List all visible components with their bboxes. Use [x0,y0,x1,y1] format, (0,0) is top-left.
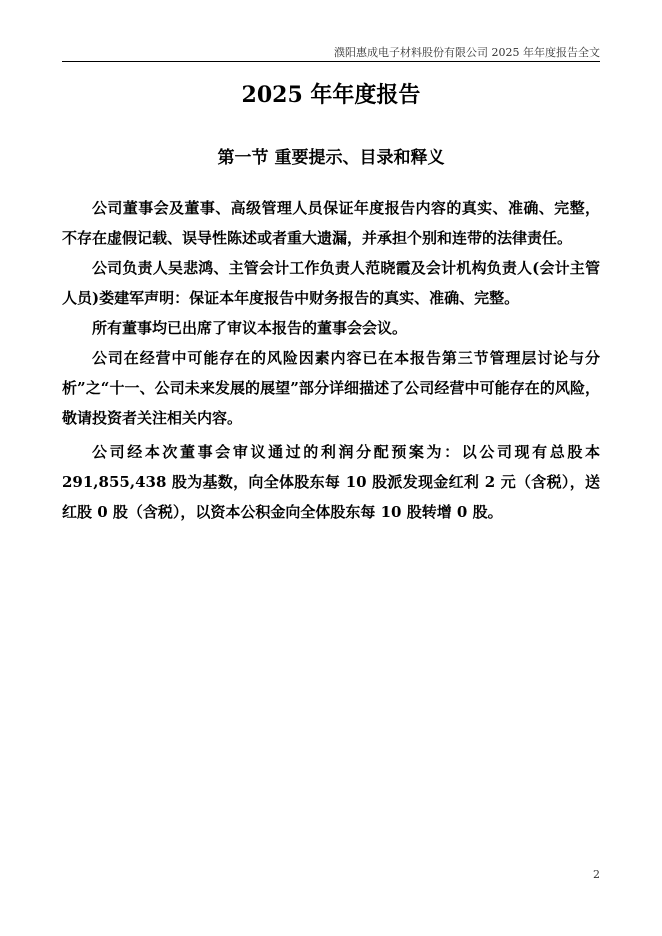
page-number: 2 [593,868,600,881]
paragraph-board-guarantee: 公司董事会及董事、高级管理人员保证年度报告内容的真实、准确、完整，不存在虚假记载、误导性陈述或者重大遗漏，并承担个别和连带的法律责任。 [62,199,600,247]
paragraph-responsible-persons: 公司负责人吴悲鸿、主管会计工作负责人范晓霞及会计机构负责人(会计主管人员)娄建军声明：保证本年度报告中财务报告的真实、准确、完整。 [62,259,600,307]
running-header: 濮阳惠成电子材料股份有限公司 2025 年年度报告全文 [334,46,600,59]
document-title: 2025 年年度报告 [241,82,421,108]
body-text [62,193,600,527]
paragraph-risk-factors: 公司在经营中可能存在的风险因素内容已在本报告第三节管理层讨论与分析”之“十一、公司未来发展的展望”部分详细描述了公司经营中可能存在的风险，敬请投资者关注相关内容。 [62,349,600,427]
header-divider [62,61,600,62]
paragraph-board-attendance: 所有董事均已出席了审议本报告的董事会会议。 [92,319,408,337]
paragraph-profit-distribution: 公司经本次董事会审议通过的利润分配预案为：以公司现有总股本291,855,438 股为基数，向全体股东每 10 股派发现金红利 2 元（含税），送红股 0 股（含税），以资本公积金向全体股东每 10 股转增 0 股。 [62,443,600,521]
section-title: 第一节 重要提示、目录和释义 [217,148,445,168]
